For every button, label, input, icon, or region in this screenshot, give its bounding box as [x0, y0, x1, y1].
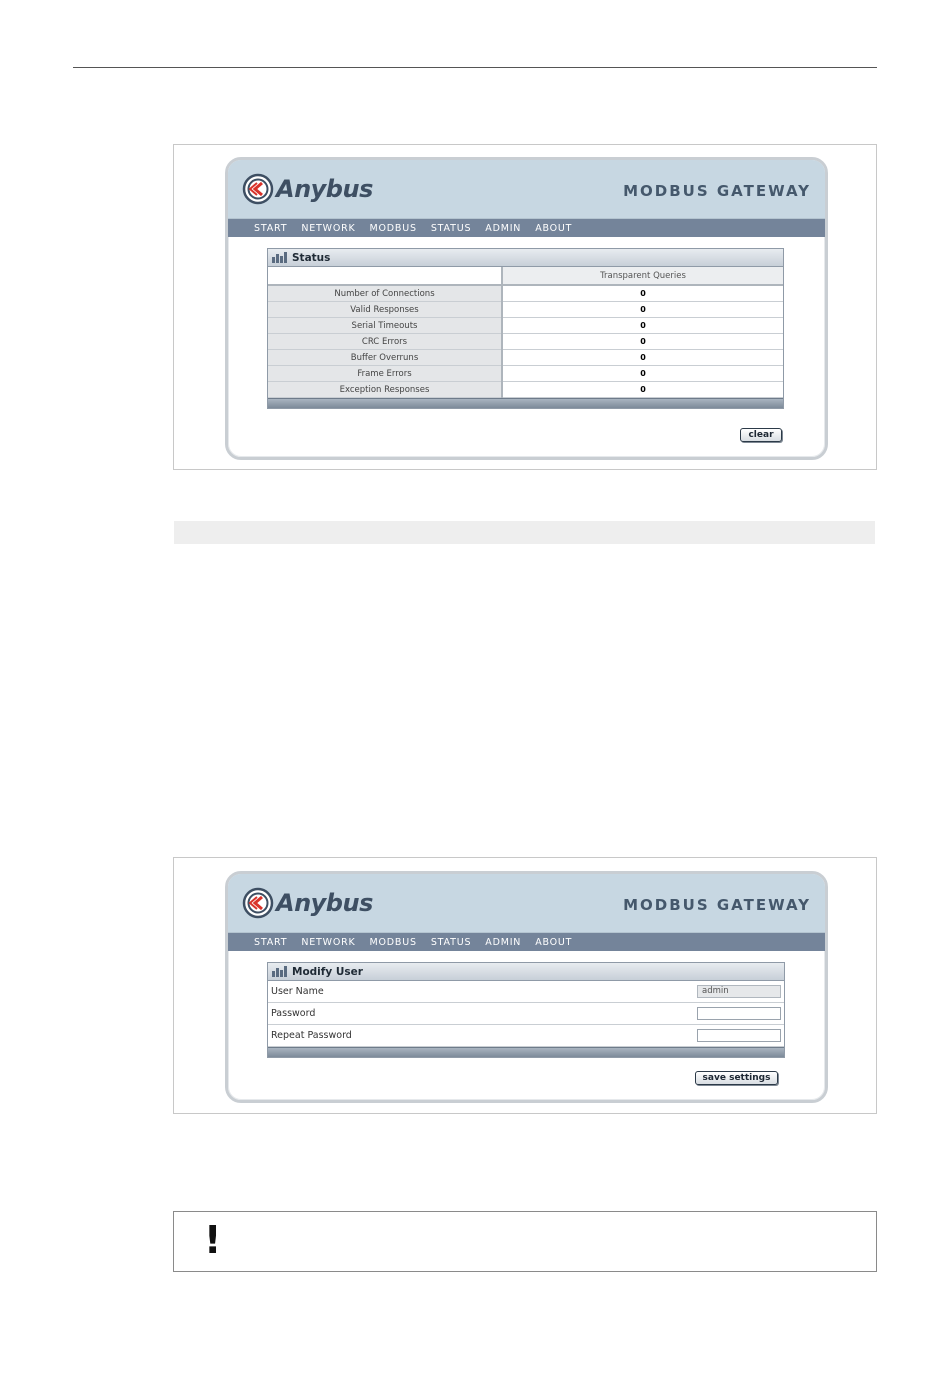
- column-header-transparent-queries: Transparent Queries: [502, 267, 783, 285]
- repeat-password-field[interactable]: [697, 1029, 781, 1042]
- app-header: [228, 160, 825, 219]
- brand-name: Anybus: [276, 175, 373, 203]
- row-label: Frame Errors: [268, 366, 502, 382]
- bar-chart-icon: [272, 252, 288, 263]
- row-label: CRC Errors: [268, 334, 502, 350]
- gateway-title: MODBUS GATEWAY: [623, 182, 811, 200]
- panel-footer: [268, 398, 783, 408]
- row-value: 0: [502, 318, 783, 334]
- gateway-title: MODBUS GATEWAY: [623, 896, 811, 914]
- app-header: [228, 874, 825, 933]
- table-row: [268, 334, 783, 350]
- user-name-label: User Name: [268, 981, 521, 1003]
- panel-title: Status: [292, 251, 331, 264]
- row-value: 0: [502, 302, 783, 318]
- row-label: Serial Timeouts: [268, 318, 502, 334]
- anybus-logo-icon: [242, 173, 274, 205]
- nav-admin[interactable]: ADMIN: [485, 936, 522, 948]
- password-field[interactable]: [697, 1007, 781, 1020]
- status-panel: [267, 248, 784, 409]
- row-label: Exception Responses: [268, 382, 502, 398]
- panel-title: Modify User: [292, 965, 363, 978]
- app-window-status: [225, 157, 828, 460]
- table-row: [268, 350, 783, 366]
- nav-status[interactable]: STATUS: [430, 222, 472, 234]
- table-row: [268, 366, 783, 382]
- row-label: Buffer Overruns: [268, 350, 502, 366]
- nav-status[interactable]: STATUS: [430, 936, 472, 948]
- form-row: [268, 981, 784, 1003]
- modify-user-screenshot-frame: [173, 857, 877, 1114]
- nav-network[interactable]: NETWORK: [301, 936, 356, 948]
- repeat-password-cell: [521, 1025, 784, 1047]
- row-value: 0: [502, 382, 783, 398]
- nav-start[interactable]: START: [254, 936, 288, 948]
- panel-header: [268, 963, 784, 981]
- table-row: [268, 285, 783, 302]
- row-value: 0: [502, 334, 783, 350]
- row-value: 0: [502, 285, 783, 302]
- table-row: [268, 382, 783, 398]
- repeat-password-label: Repeat Password: [268, 1025, 521, 1047]
- panel-header: [268, 249, 783, 267]
- password-label: Password: [268, 1003, 521, 1025]
- password-cell: [521, 1003, 784, 1025]
- app-window-modify-user: [225, 871, 828, 1103]
- modify-user-panel: [267, 962, 785, 1058]
- nav-about[interactable]: ABOUT: [535, 222, 573, 234]
- panel-footer: [268, 1047, 784, 1057]
- anybus-logo-icon: [242, 887, 274, 919]
- exclamation-icon: !: [204, 1218, 222, 1262]
- main-nav: [228, 933, 825, 951]
- row-value: 0: [502, 350, 783, 366]
- main-nav: [228, 219, 825, 237]
- form-row: [268, 1003, 784, 1025]
- nav-network[interactable]: NETWORK: [301, 222, 356, 234]
- user-name-cell: [521, 981, 784, 1003]
- user-form: [268, 981, 784, 1047]
- clear-button[interactable]: clear: [740, 428, 782, 442]
- nav-start[interactable]: START: [254, 222, 288, 234]
- header-blank-cell: [268, 267, 502, 285]
- row-label: Valid Responses: [268, 302, 502, 318]
- table-row: [268, 318, 783, 334]
- save-settings-button[interactable]: save settings: [695, 1071, 778, 1085]
- nav-about[interactable]: ABOUT: [535, 936, 573, 948]
- status-screenshot-frame: [173, 144, 877, 470]
- nav-admin[interactable]: ADMIN: [485, 222, 522, 234]
- table-header-row: [268, 267, 783, 285]
- row-label: Number of Connections: [268, 285, 502, 302]
- caption-bar: [174, 521, 875, 544]
- nav-modbus[interactable]: MODBUS: [369, 936, 417, 948]
- form-row: [268, 1025, 784, 1047]
- anybus-logo[interactable]: [242, 887, 373, 919]
- brand-name: Anybus: [276, 889, 373, 917]
- bar-chart-icon: [272, 966, 288, 977]
- nav-modbus[interactable]: MODBUS: [369, 222, 417, 234]
- table-row: [268, 302, 783, 318]
- row-value: 0: [502, 366, 783, 382]
- user-name-field[interactable]: admin: [697, 985, 781, 998]
- page-top-rule: [73, 67, 877, 68]
- anybus-logo[interactable]: [242, 173, 373, 205]
- note-box: [173, 1211, 877, 1272]
- status-table: [268, 267, 783, 398]
